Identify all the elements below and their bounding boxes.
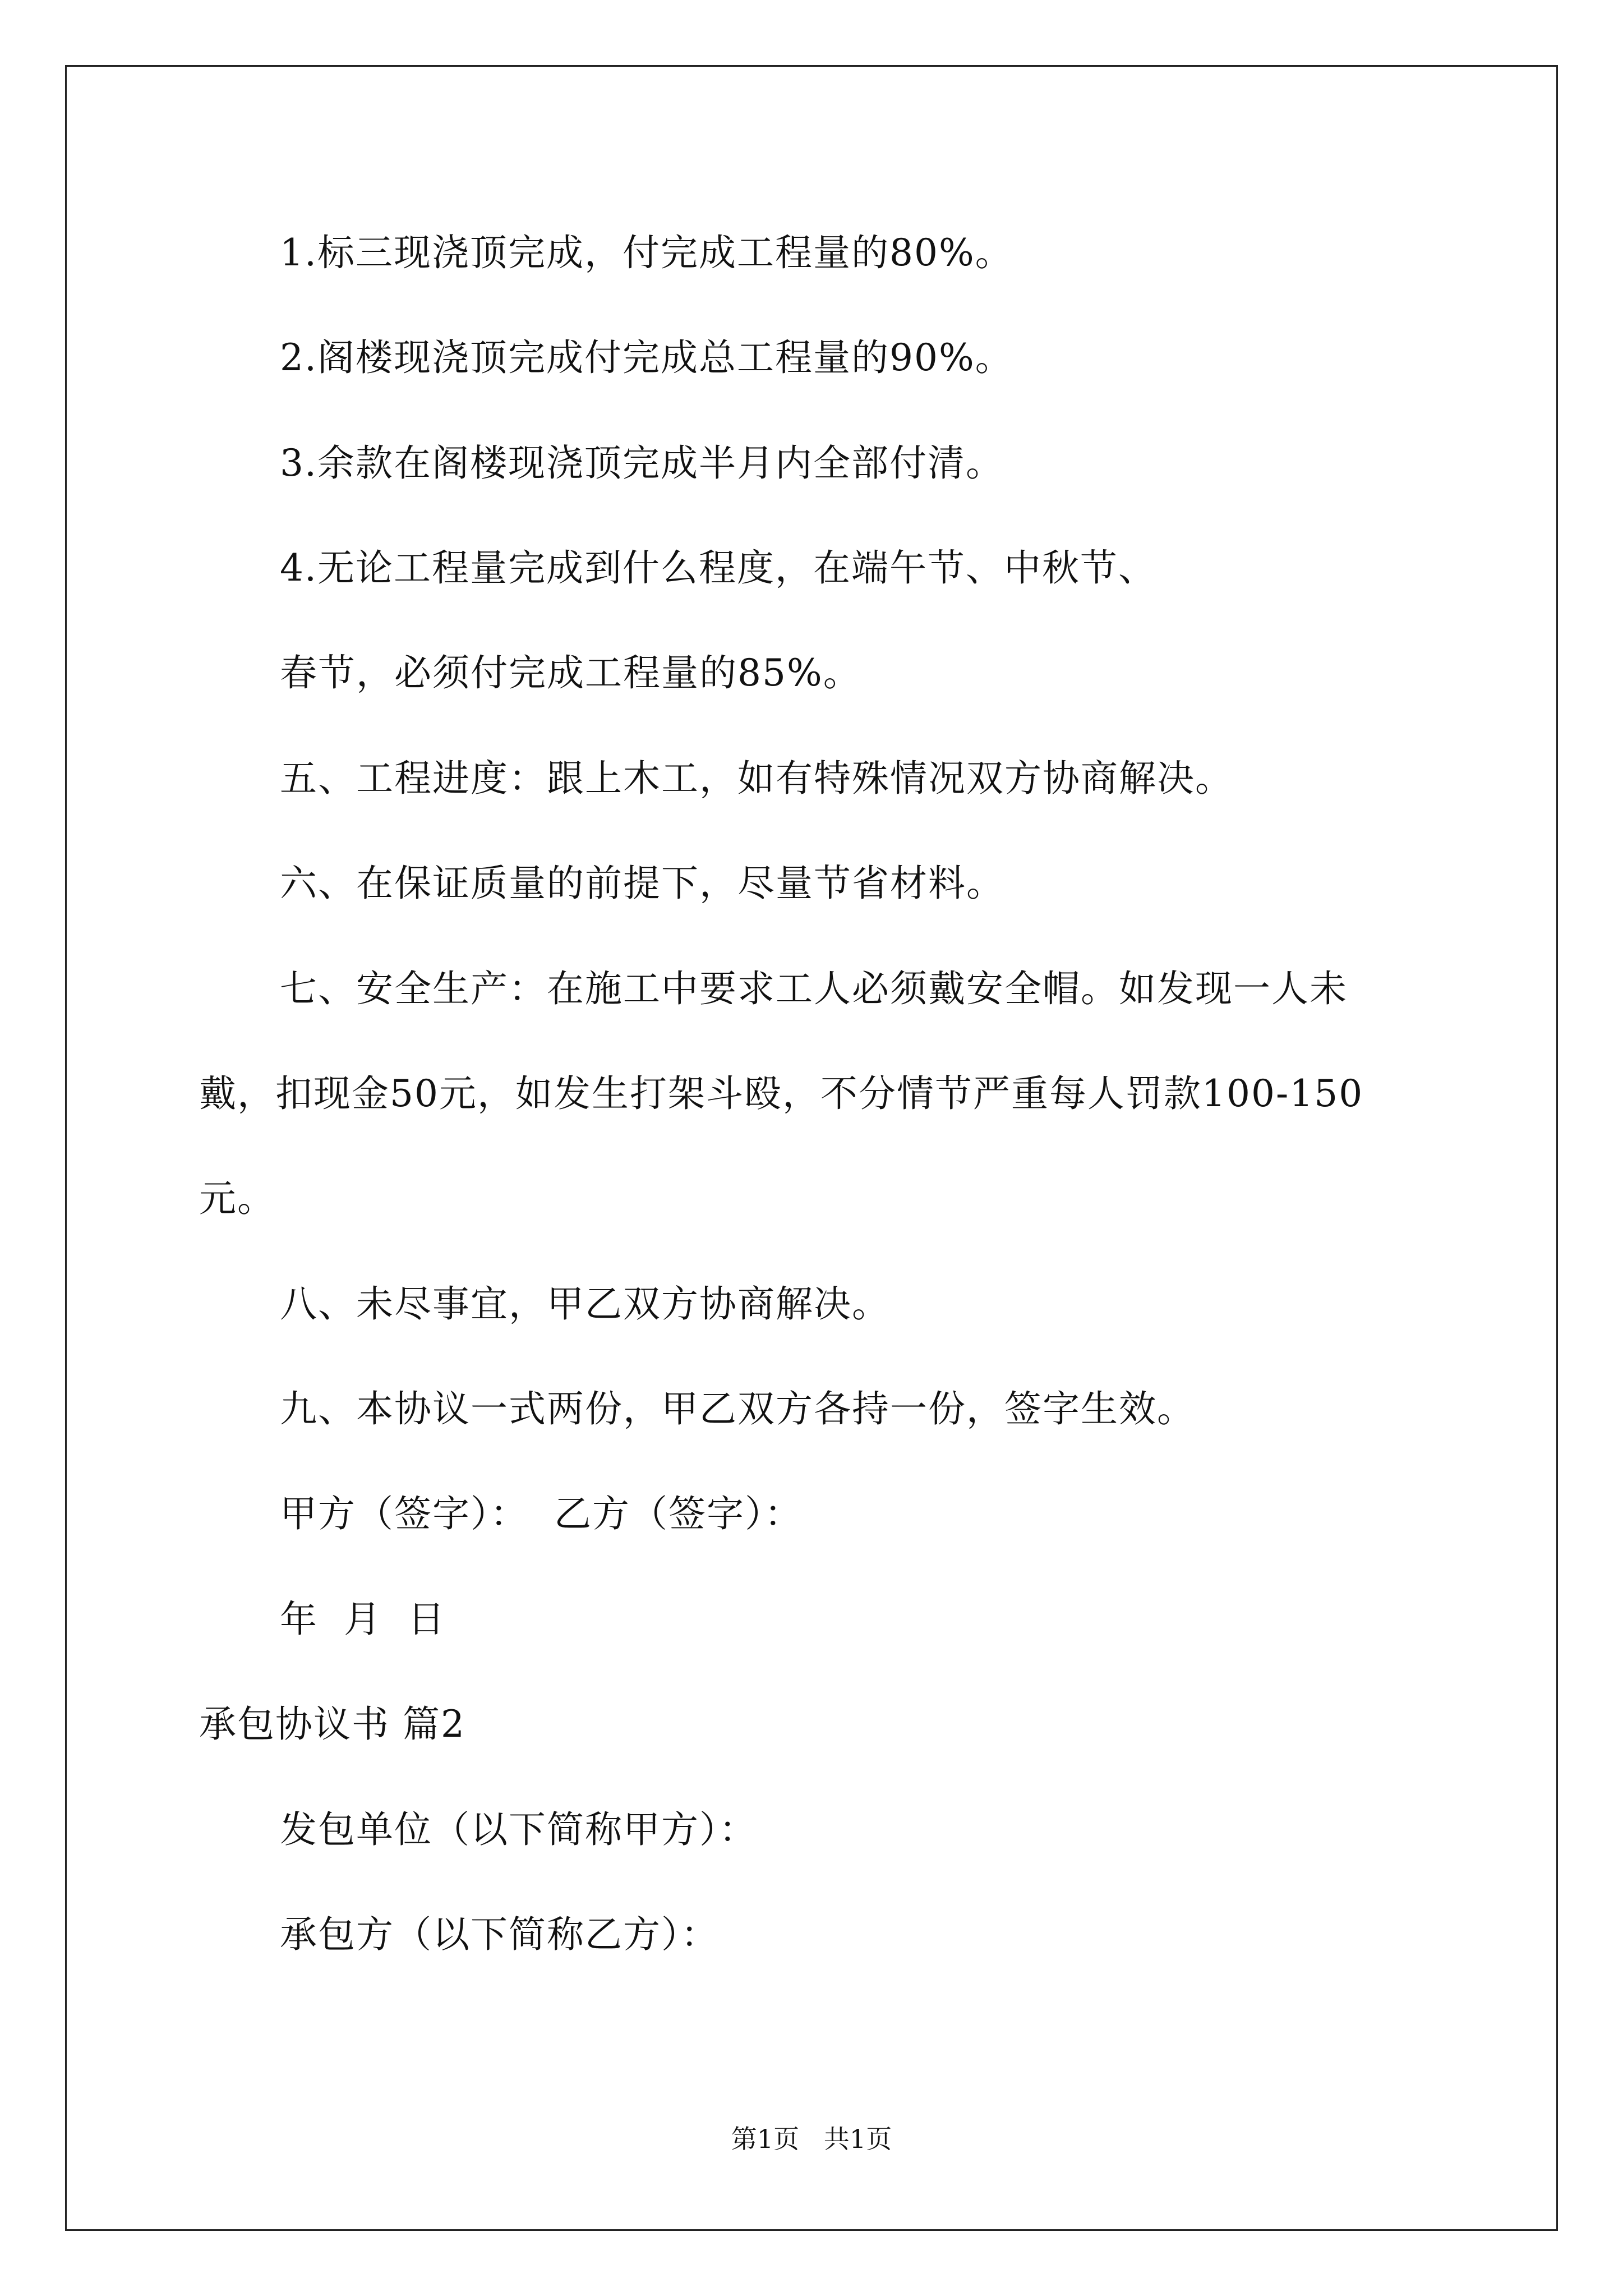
contracting-party-a: 发包单位（以下简称甲方）： xyxy=(280,1808,757,1851)
date-line: 年 月 日 xyxy=(280,1598,446,1641)
clause-seven-end: 元。 xyxy=(199,1177,275,1220)
clause-nine: 九、本协议一式两份，甲乙双方各持一份，签字生效。 xyxy=(280,1387,1195,1430)
contracting-party-b: 承包方（以下简称乙方）： xyxy=(280,1913,719,1956)
payment-item-4-continued: 春节，必须付完成工程量的85%。 xyxy=(280,651,861,694)
payment-item-4: 4.无论工程量完成到什么程度，在端午节、中秋节、 xyxy=(280,546,1156,590)
clause-seven: 七、安全生产：在施工中要求工人必须戴安全帽。如发现一人未 xyxy=(280,967,1348,1010)
payment-item-3: 3.余款在阁楼现浇顶完成半月内全部付清。 xyxy=(280,441,1004,485)
section-heading: 承包协议书 篇2 xyxy=(199,1703,465,1746)
clause-six: 六、在保证质量的前提下，尽量节省材料。 xyxy=(280,862,1004,905)
page-footer: 第1页 共1页 xyxy=(731,2124,892,2154)
signature-line: 甲方（签字）： 乙方（签字）： xyxy=(280,1492,803,1535)
clause-seven-continued: 戴，扣现金50元，如发生打架斗殴，不分情节严重每人罚款100-150 xyxy=(199,1072,1364,1115)
payment-item-2: 2.阁楼现浇顶完成付完成总工程量的90%。 xyxy=(280,336,1013,379)
clause-eight: 八、未尽事宜，甲乙双方协商解决。 xyxy=(280,1282,890,1326)
page-border xyxy=(65,65,1558,2231)
payment-item-1: 1.标三现浇顶完成，付完成工程量的80%。 xyxy=(280,231,1013,274)
clause-five: 五、工程进度：跟上木工，如有特殊情况双方协商解决。 xyxy=(280,757,1233,800)
